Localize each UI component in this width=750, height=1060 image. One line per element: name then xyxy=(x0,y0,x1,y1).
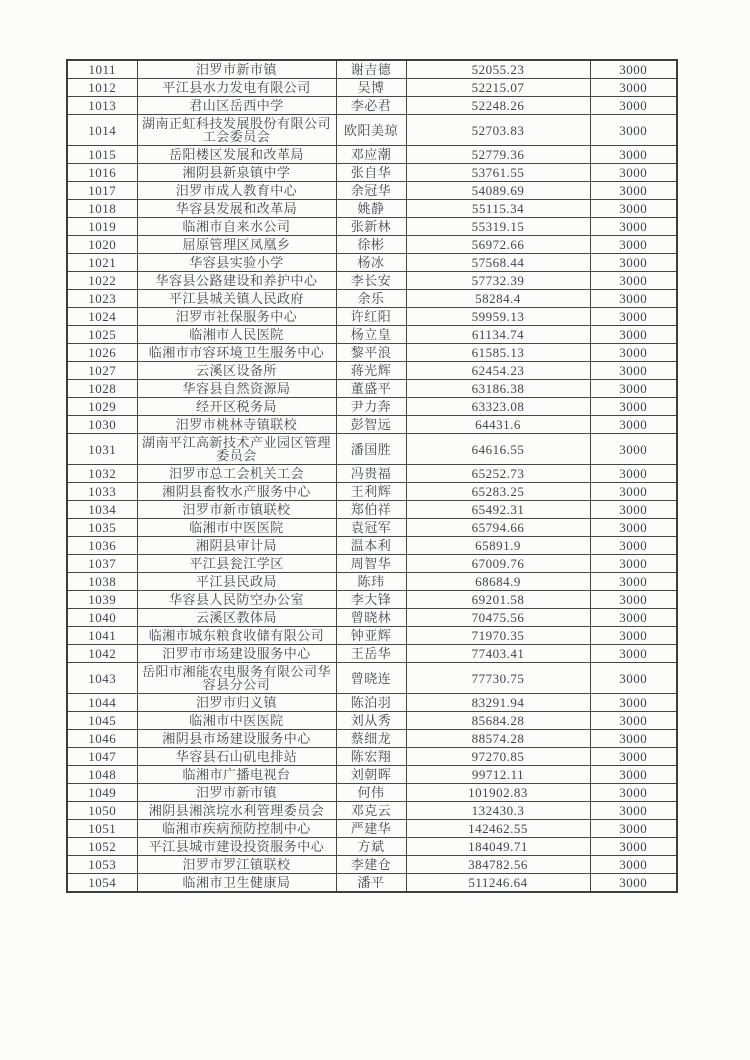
person-name-cell: 姚静 xyxy=(336,200,406,218)
serial-cell: 1019 xyxy=(67,218,137,236)
serial-cell: 1036 xyxy=(67,537,137,555)
serial-cell: 1050 xyxy=(67,802,137,820)
serial-cell: 1040 xyxy=(67,609,137,627)
organization-cell: 湖南平江高新技术产业园区管理委员会 xyxy=(137,434,336,465)
serial-cell: 1034 xyxy=(67,501,137,519)
table-row xyxy=(67,748,677,766)
person-name-cell: 蔡细龙 xyxy=(336,730,406,748)
organization-cell: 临湘市卫生健康局 xyxy=(137,874,336,893)
person-name-cell: 陈宏翔 xyxy=(336,748,406,766)
table-row xyxy=(67,820,677,838)
organization-cell: 云溪区教体局 xyxy=(137,609,336,627)
amount-cell: 69201.58 xyxy=(406,591,590,609)
serial-cell: 1012 xyxy=(67,79,137,97)
fixed-amount-cell: 3000 xyxy=(590,645,677,663)
fixed-amount-cell: 3000 xyxy=(590,784,677,802)
table-row xyxy=(67,766,677,784)
serial-cell: 1031 xyxy=(67,434,137,465)
person-name-cell: 王岳华 xyxy=(336,645,406,663)
serial-cell: 1048 xyxy=(67,766,137,784)
organization-cell: 湘阴县畜牧水产服务中心 xyxy=(137,483,336,501)
amount-cell: 511246.64 xyxy=(406,874,590,893)
serial-cell: 1044 xyxy=(67,694,137,712)
fixed-amount-cell: 3000 xyxy=(590,748,677,766)
organization-cell: 华容县人民防空办公室 xyxy=(137,591,336,609)
fixed-amount-cell: 3000 xyxy=(590,326,677,344)
serial-cell: 1023 xyxy=(67,290,137,308)
person-name-cell: 蒋光辉 xyxy=(336,362,406,380)
serial-cell: 1052 xyxy=(67,838,137,856)
serial-cell: 1025 xyxy=(67,326,137,344)
amount-cell: 142462.55 xyxy=(406,820,590,838)
amount-cell: 384782.56 xyxy=(406,856,590,874)
fixed-amount-cell: 3000 xyxy=(590,290,677,308)
person-name-cell: 谢吉德 xyxy=(336,60,406,79)
person-name-cell: 杨冰 xyxy=(336,254,406,272)
person-name-cell: 潘平 xyxy=(336,874,406,893)
person-name-cell: 温本利 xyxy=(336,537,406,555)
person-name-cell: 黎平浪 xyxy=(336,344,406,362)
person-name-cell: 何伟 xyxy=(336,784,406,802)
amount-cell: 63323.08 xyxy=(406,398,590,416)
serial-cell: 1020 xyxy=(67,236,137,254)
amount-cell: 55319.15 xyxy=(406,218,590,236)
amount-cell: 65283.25 xyxy=(406,483,590,501)
table-row xyxy=(67,730,677,748)
fixed-amount-cell: 3000 xyxy=(590,573,677,591)
fixed-amount-cell: 3000 xyxy=(590,200,677,218)
amount-cell: 184049.71 xyxy=(406,838,590,856)
fixed-amount-cell: 3000 xyxy=(590,627,677,645)
table-row xyxy=(67,344,677,362)
fixed-amount-cell: 3000 xyxy=(590,483,677,501)
fixed-amount-cell: 3000 xyxy=(590,856,677,874)
fixed-amount-cell: 3000 xyxy=(590,555,677,573)
organization-cell: 湖南正虹科技发展股份有限公司工会委员会 xyxy=(137,115,336,146)
person-name-cell: 邓应潮 xyxy=(336,146,406,164)
organization-cell: 华容县公路建设和养护中心 xyxy=(137,272,336,290)
serial-cell: 1042 xyxy=(67,645,137,663)
organization-cell: 汨罗市新市镇联校 xyxy=(137,501,336,519)
organization-cell: 平江县城市建设投资服务中心 xyxy=(137,838,336,856)
person-name-cell: 方斌 xyxy=(336,838,406,856)
fixed-amount-cell: 3000 xyxy=(590,398,677,416)
organization-cell: 汨罗市归义镇 xyxy=(137,694,336,712)
amount-cell: 64616.55 xyxy=(406,434,590,465)
fixed-amount-cell: 3000 xyxy=(590,591,677,609)
table-row xyxy=(67,308,677,326)
fixed-amount-cell: 3000 xyxy=(590,609,677,627)
fixed-amount-cell: 3000 xyxy=(590,218,677,236)
amount-cell: 65492.31 xyxy=(406,501,590,519)
organization-cell: 汨罗市成人教育中心 xyxy=(137,182,336,200)
table-row xyxy=(67,519,677,537)
amount-cell: 101902.83 xyxy=(406,784,590,802)
table-row xyxy=(67,802,677,820)
fixed-amount-cell: 3000 xyxy=(590,272,677,290)
fixed-amount-cell: 3000 xyxy=(590,874,677,893)
serial-cell: 1038 xyxy=(67,573,137,591)
person-name-cell: 潘国胜 xyxy=(336,434,406,465)
serial-cell: 1046 xyxy=(67,730,137,748)
table-row xyxy=(67,115,677,146)
organization-cell: 华容县自然资源局 xyxy=(137,380,336,398)
table-row xyxy=(67,537,677,555)
organization-cell: 汨罗市桃林寺镇联校 xyxy=(137,416,336,434)
table-row xyxy=(67,398,677,416)
person-name-cell: 陈泊羽 xyxy=(336,694,406,712)
amount-cell: 63186.38 xyxy=(406,380,590,398)
table-row xyxy=(67,694,677,712)
table-row xyxy=(67,465,677,483)
person-name-cell: 刘朝晖 xyxy=(336,766,406,784)
organization-cell: 云溪区设备所 xyxy=(137,362,336,380)
organization-cell: 湘阴县新泉镇中学 xyxy=(137,164,336,182)
serial-cell: 1030 xyxy=(67,416,137,434)
amount-cell: 52703.83 xyxy=(406,115,590,146)
fixed-amount-cell: 3000 xyxy=(590,434,677,465)
person-name-cell: 李必君 xyxy=(336,97,406,115)
fixed-amount-cell: 3000 xyxy=(590,802,677,820)
table-row xyxy=(67,272,677,290)
fixed-amount-cell: 3000 xyxy=(590,416,677,434)
amount-cell: 65252.73 xyxy=(406,465,590,483)
person-name-cell: 冯贵福 xyxy=(336,465,406,483)
serial-cell: 1043 xyxy=(67,663,137,694)
table-row xyxy=(67,573,677,591)
serial-cell: 1041 xyxy=(67,627,137,645)
serial-cell: 1013 xyxy=(67,97,137,115)
fixed-amount-cell: 3000 xyxy=(590,465,677,483)
fixed-amount-cell: 3000 xyxy=(590,236,677,254)
person-name-cell: 欧阳美琼 xyxy=(336,115,406,146)
serial-cell: 1015 xyxy=(67,146,137,164)
person-name-cell: 严建华 xyxy=(336,820,406,838)
table-row xyxy=(67,254,677,272)
amount-cell: 52248.26 xyxy=(406,97,590,115)
person-name-cell: 郑伯祥 xyxy=(336,501,406,519)
fixed-amount-cell: 3000 xyxy=(590,115,677,146)
serial-cell: 1011 xyxy=(67,60,137,79)
amount-cell: 59959.13 xyxy=(406,308,590,326)
organization-cell: 汨罗市新市镇 xyxy=(137,784,336,802)
amount-cell: 58284.4 xyxy=(406,290,590,308)
serial-cell: 1027 xyxy=(67,362,137,380)
amount-cell: 56972.66 xyxy=(406,236,590,254)
amount-cell: 85684.28 xyxy=(406,712,590,730)
fixed-amount-cell: 3000 xyxy=(590,730,677,748)
table-row xyxy=(67,555,677,573)
table-row xyxy=(67,501,677,519)
person-name-cell: 曾晓林 xyxy=(336,609,406,627)
table-row xyxy=(67,609,677,627)
fixed-amount-cell: 3000 xyxy=(590,820,677,838)
amount-cell: 132430.3 xyxy=(406,802,590,820)
person-name-cell: 许红阳 xyxy=(336,308,406,326)
organization-cell: 临湘市自来水公司 xyxy=(137,218,336,236)
person-name-cell: 陈玮 xyxy=(336,573,406,591)
amount-cell: 83291.94 xyxy=(406,694,590,712)
amount-cell: 70475.56 xyxy=(406,609,590,627)
table-row xyxy=(67,146,677,164)
table-row xyxy=(67,362,677,380)
fixed-amount-cell: 3000 xyxy=(590,146,677,164)
organization-cell: 临湘市中医医院 xyxy=(137,519,336,537)
serial-cell: 1017 xyxy=(67,182,137,200)
serial-cell: 1053 xyxy=(67,856,137,874)
table-row xyxy=(67,380,677,398)
table-row xyxy=(67,60,677,79)
organization-cell: 平江县城关镇人民政府 xyxy=(137,290,336,308)
person-name-cell: 张自华 xyxy=(336,164,406,182)
table-row xyxy=(67,874,677,893)
person-name-cell: 徐彬 xyxy=(336,236,406,254)
amount-cell: 61134.74 xyxy=(406,326,590,344)
serial-cell: 1028 xyxy=(67,380,137,398)
fixed-amount-cell: 3000 xyxy=(590,380,677,398)
organization-cell: 汨罗市社保服务中心 xyxy=(137,308,336,326)
serial-cell: 1032 xyxy=(67,465,137,483)
table-row xyxy=(67,856,677,874)
serial-cell: 1014 xyxy=(67,115,137,146)
amount-cell: 68684.9 xyxy=(406,573,590,591)
organization-cell: 汨罗市新市镇 xyxy=(137,60,336,79)
person-name-cell: 吴博 xyxy=(336,79,406,97)
fixed-amount-cell: 3000 xyxy=(590,537,677,555)
organization-cell: 华容县实验小学 xyxy=(137,254,336,272)
fixed-amount-cell: 3000 xyxy=(590,60,677,79)
amount-cell: 57568.44 xyxy=(406,254,590,272)
table-row xyxy=(67,97,677,115)
table-row xyxy=(67,236,677,254)
organization-cell: 华容县石山矶电排站 xyxy=(137,748,336,766)
serial-cell: 1054 xyxy=(67,874,137,893)
organization-cell: 岳阳市湘能农电服务有限公司华容县分公司 xyxy=(137,663,336,694)
table-row xyxy=(67,290,677,308)
amount-cell: 65891.9 xyxy=(406,537,590,555)
fixed-amount-cell: 3000 xyxy=(590,362,677,380)
serial-cell: 1049 xyxy=(67,784,137,802)
organization-cell: 汨罗市总工会机关工会 xyxy=(137,465,336,483)
serial-cell: 1051 xyxy=(67,820,137,838)
serial-cell: 1022 xyxy=(67,272,137,290)
person-name-cell: 钟亚辉 xyxy=(336,627,406,645)
organization-cell: 屈原管理区凤凰乡 xyxy=(137,236,336,254)
organization-cell: 临湘市中医医院 xyxy=(137,712,336,730)
person-name-cell: 李建仓 xyxy=(336,856,406,874)
organization-cell: 湘阴县湘滨垸水利管理委员会 xyxy=(137,802,336,820)
amount-cell: 61585.13 xyxy=(406,344,590,362)
table-row xyxy=(67,627,677,645)
fixed-amount-cell: 3000 xyxy=(590,79,677,97)
fixed-amount-cell: 3000 xyxy=(590,766,677,784)
fixed-amount-cell: 3000 xyxy=(590,694,677,712)
person-name-cell: 董盛平 xyxy=(336,380,406,398)
fixed-amount-cell: 3000 xyxy=(590,501,677,519)
organization-cell: 临湘市疾病预防控制中心 xyxy=(137,820,336,838)
organization-cell: 临湘市人民医院 xyxy=(137,326,336,344)
fixed-amount-cell: 3000 xyxy=(590,97,677,115)
amount-cell: 54089.69 xyxy=(406,182,590,200)
person-name-cell: 尹力奔 xyxy=(336,398,406,416)
person-name-cell: 彭智远 xyxy=(336,416,406,434)
person-name-cell: 余冠华 xyxy=(336,182,406,200)
payment-table-body xyxy=(67,60,677,892)
amount-cell: 99712.11 xyxy=(406,766,590,784)
table-row xyxy=(67,591,677,609)
table-row xyxy=(67,79,677,97)
organization-cell: 临湘市城东粮食收储有限公司 xyxy=(137,627,336,645)
fixed-amount-cell: 3000 xyxy=(590,254,677,272)
serial-cell: 1026 xyxy=(67,344,137,362)
amount-cell: 77403.41 xyxy=(406,645,590,663)
organization-cell: 湘阴县审计局 xyxy=(137,537,336,555)
amount-cell: 88574.28 xyxy=(406,730,590,748)
serial-cell: 1021 xyxy=(67,254,137,272)
amount-cell: 55115.34 xyxy=(406,200,590,218)
organization-cell: 岳阳楼区发展和改革局 xyxy=(137,146,336,164)
table-row xyxy=(67,645,677,663)
serial-cell: 1039 xyxy=(67,591,137,609)
fixed-amount-cell: 3000 xyxy=(590,308,677,326)
amount-cell: 52779.36 xyxy=(406,146,590,164)
serial-cell: 1033 xyxy=(67,483,137,501)
fixed-amount-cell: 3000 xyxy=(590,712,677,730)
table-row xyxy=(67,182,677,200)
fixed-amount-cell: 3000 xyxy=(590,344,677,362)
organization-cell: 汨罗市罗江镇联校 xyxy=(137,856,336,874)
organization-cell: 平江县水力发电有限公司 xyxy=(137,79,336,97)
table-row xyxy=(67,663,677,694)
person-name-cell: 邓克云 xyxy=(336,802,406,820)
amount-cell: 52055.23 xyxy=(406,60,590,79)
fixed-amount-cell: 3000 xyxy=(590,663,677,694)
serial-cell: 1018 xyxy=(67,200,137,218)
organization-cell: 平江县民政局 xyxy=(137,573,336,591)
table-row xyxy=(67,326,677,344)
table-row xyxy=(67,218,677,236)
organization-cell: 湘阴县市场建设服务中心 xyxy=(137,730,336,748)
serial-cell: 1016 xyxy=(67,164,137,182)
serial-cell: 1037 xyxy=(67,555,137,573)
serial-cell: 1029 xyxy=(67,398,137,416)
person-name-cell: 王利辉 xyxy=(336,483,406,501)
amount-cell: 65794.66 xyxy=(406,519,590,537)
payment-table xyxy=(66,59,678,893)
serial-cell: 1045 xyxy=(67,712,137,730)
amount-cell: 62454.23 xyxy=(406,362,590,380)
table-row xyxy=(67,712,677,730)
organization-cell: 经开区税务局 xyxy=(137,398,336,416)
table-row xyxy=(67,784,677,802)
person-name-cell: 李大锋 xyxy=(336,591,406,609)
organization-cell: 平江县瓮江学区 xyxy=(137,555,336,573)
amount-cell: 53761.55 xyxy=(406,164,590,182)
table-row xyxy=(67,838,677,856)
table-row xyxy=(67,483,677,501)
table-row xyxy=(67,200,677,218)
person-name-cell: 余乐 xyxy=(336,290,406,308)
organization-cell: 君山区岳西中学 xyxy=(137,97,336,115)
amount-cell: 64431.6 xyxy=(406,416,590,434)
person-name-cell: 曾晓连 xyxy=(336,663,406,694)
amount-cell: 52215.07 xyxy=(406,79,590,97)
fixed-amount-cell: 3000 xyxy=(590,182,677,200)
serial-cell: 1035 xyxy=(67,519,137,537)
person-name-cell: 周智华 xyxy=(336,555,406,573)
fixed-amount-cell: 3000 xyxy=(590,164,677,182)
fixed-amount-cell: 3000 xyxy=(590,838,677,856)
amount-cell: 57732.39 xyxy=(406,272,590,290)
person-name-cell: 刘从秀 xyxy=(336,712,406,730)
organization-cell: 临湘市市容环境卫生服务中心 xyxy=(137,344,336,362)
person-name-cell: 袁冠军 xyxy=(336,519,406,537)
amount-cell: 77730.75 xyxy=(406,663,590,694)
organization-cell: 华容县发展和改革局 xyxy=(137,200,336,218)
serial-cell: 1024 xyxy=(67,308,137,326)
person-name-cell: 杨立皇 xyxy=(336,326,406,344)
serial-cell: 1047 xyxy=(67,748,137,766)
fixed-amount-cell: 3000 xyxy=(590,519,677,537)
person-name-cell: 李长安 xyxy=(336,272,406,290)
amount-cell: 67009.76 xyxy=(406,555,590,573)
amount-cell: 71970.35 xyxy=(406,627,590,645)
table-row xyxy=(67,164,677,182)
person-name-cell: 张新林 xyxy=(336,218,406,236)
table-row xyxy=(67,434,677,465)
table-row xyxy=(67,416,677,434)
organization-cell: 汨罗市市场建设服务中心 xyxy=(137,645,336,663)
organization-cell: 临湘市广播电视台 xyxy=(137,766,336,784)
amount-cell: 97270.85 xyxy=(406,748,590,766)
